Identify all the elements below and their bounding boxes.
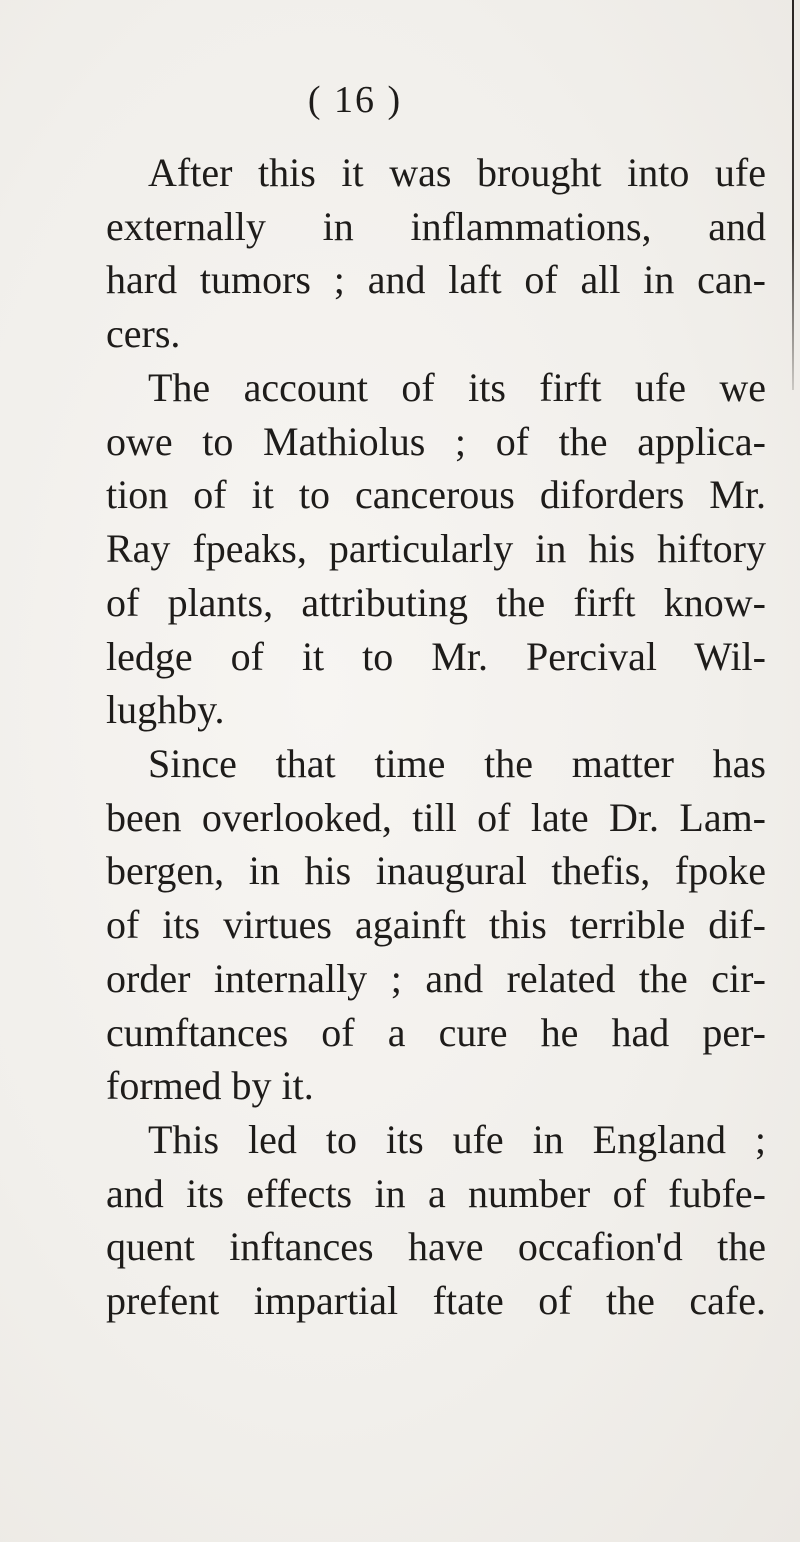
- text-line: This led to its ufe in England ;: [148, 1117, 766, 1162]
- text-line: lughby.: [106, 687, 225, 732]
- text-line: of plants, attributing the firft know-: [106, 580, 766, 625]
- page-edge-shadow: [792, 0, 794, 390]
- text-line: externally in inflammations, and: [106, 204, 766, 249]
- text-line: order internally ; and related the cir-: [106, 956, 766, 1001]
- text-line: After this it was brought into ufe: [148, 150, 766, 195]
- text-line: quent inftances have occafion'd the: [106, 1224, 766, 1269]
- text-line: tion of it to cancerous diforders Mr.: [106, 472, 766, 517]
- page-number-text: ( 16 ): [307, 79, 403, 121]
- text-line: of its virtues againft this terrible dif-: [106, 902, 766, 947]
- text-line: prefent impartial ftate of the cafe.: [106, 1278, 766, 1323]
- text-line: and its effects in a number of fubfe-: [106, 1171, 766, 1216]
- text-line: Since that time the matter has: [148, 741, 766, 786]
- page-number: [0, 78, 800, 122]
- text-line: Ray fpeaks, particularly in his hiftory: [106, 526, 766, 571]
- text-line: been overlooked, till of late Dr. Lam-: [106, 795, 766, 840]
- text-line: cers.: [106, 311, 181, 356]
- text-line: ledge of it to Mr. Percival Wil-: [106, 634, 766, 679]
- text-line: formed by it.: [106, 1063, 314, 1108]
- text-line: The account of its firft ufe we: [148, 365, 766, 410]
- text-line: owe to Mathiolus ; of the applica-: [106, 419, 766, 464]
- text-line: hard tumors ; and laft of all in can-: [106, 257, 766, 302]
- text-line: bergen, in his inaugural thefis, fpoke: [106, 848, 766, 893]
- text-line: cumftances of a cure he had per-: [106, 1010, 766, 1055]
